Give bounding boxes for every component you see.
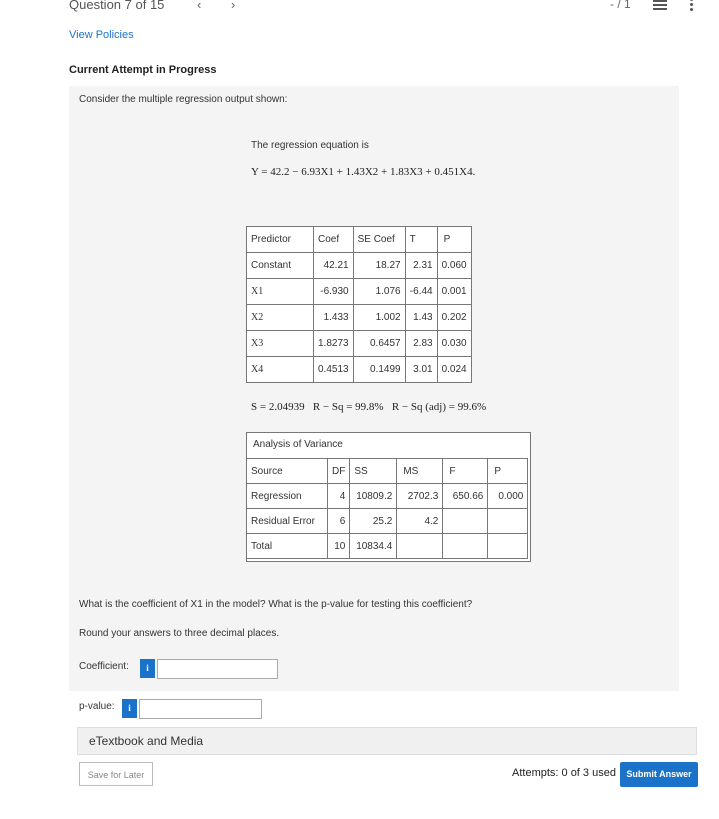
- table-row: [247, 534, 528, 559]
- predictor-cell: X3: [247, 331, 314, 357]
- coef-cell: 1.433: [314, 305, 354, 331]
- score-display: - / 1: [610, 0, 631, 11]
- predictor-cell: X1: [247, 279, 314, 305]
- p-cell: [488, 534, 528, 559]
- save-for-later-button[interactable]: Save for Later: [79, 762, 153, 786]
- info-icon[interactable]: i: [122, 699, 137, 718]
- header-cell: T: [405, 227, 437, 253]
- coef-cell: 0.4513: [314, 357, 354, 383]
- ss-cell: 25.2: [350, 509, 397, 534]
- header-cell: P: [488, 459, 528, 484]
- header-cell: P: [437, 227, 471, 253]
- f-cell: [443, 509, 488, 534]
- t-cell: 2.31: [405, 253, 437, 279]
- attempt-status: Current Attempt in Progress: [69, 64, 217, 76]
- info-icon[interactable]: i: [140, 659, 155, 678]
- previous-question-icon[interactable]: ‹: [197, 0, 202, 12]
- header-cell: MS: [397, 459, 443, 484]
- header-cell: F: [443, 459, 488, 484]
- t-cell: -6.44: [405, 279, 437, 305]
- fit-statistics: S = 2.04939 R − Sq = 99.8% R − Sq (adj) = 99.6%: [251, 401, 487, 413]
- problem-intro: Consider the multiple regression output shown:: [79, 94, 288, 105]
- ms-cell: 2702.3: [397, 484, 443, 509]
- coef-cell: -6.930: [314, 279, 354, 305]
- question-title: Question 7 of 15: [69, 0, 165, 12]
- p-cell: [488, 509, 528, 534]
- t-cell: 3.01: [405, 357, 437, 383]
- t-cell: 2.83: [405, 331, 437, 357]
- coefficient-input[interactable]: [157, 659, 278, 679]
- df-cell: 4: [328, 484, 350, 509]
- ms-cell: 4.2: [397, 509, 443, 534]
- table-row: [247, 331, 472, 357]
- coef-cell: 1.8273: [314, 331, 354, 357]
- rounding-note: Round your answers to three decimal places.: [79, 628, 280, 639]
- next-question-icon[interactable]: ›: [231, 0, 236, 12]
- header-cell: Source: [247, 459, 328, 484]
- df-cell: 6: [328, 509, 350, 534]
- p-cell: 0.030: [437, 331, 471, 357]
- df-cell: 10: [328, 534, 350, 559]
- source-cell: Total: [247, 534, 328, 559]
- predictor-cell: Constant: [247, 253, 314, 279]
- ss-cell: 10809.2: [350, 484, 397, 509]
- table-header-row: [247, 459, 528, 484]
- ms-cell: [397, 534, 443, 559]
- f-cell: 650.66: [443, 484, 488, 509]
- anova-table: [246, 458, 528, 559]
- predictor-cell: X4: [247, 357, 314, 383]
- header-cell: DF: [328, 459, 350, 484]
- ss-cell: 10834.4: [350, 534, 397, 559]
- attempts-counter: Attempts: 0 of 3 used: [512, 767, 616, 779]
- table-row: [247, 305, 472, 331]
- table-row: [247, 509, 528, 534]
- secoef-cell: 18.27: [353, 253, 405, 279]
- source-cell: Regression: [247, 484, 328, 509]
- list-icon[interactable]: [653, 0, 667, 12]
- f-cell: [443, 534, 488, 559]
- secoef-cell: 1.076: [353, 279, 405, 305]
- coefficient-table: [246, 226, 472, 383]
- more-vertical-icon[interactable]: [690, 0, 694, 12]
- view-policies-link[interactable]: View Policies: [69, 29, 134, 41]
- table-row: [247, 253, 472, 279]
- coef-cell: 42.21: [314, 253, 354, 279]
- anova-title: Analysis of Variance: [253, 439, 343, 450]
- regression-equation: Y = 42.2 − 6.93X1 + 1.43X2 + 1.83X3 + 0.451X4.: [251, 166, 476, 178]
- header-cell: Predictor: [247, 227, 314, 253]
- secoef-cell: 0.6457: [353, 331, 405, 357]
- header-cell: Coef: [314, 227, 354, 253]
- etextbook-media-toggle[interactable]: eTextbook and Media: [77, 727, 697, 755]
- question-text: What is the coefficient of X1 in the model? What is the p-value for testing this coefficient?: [79, 599, 473, 610]
- p-cell: 0.202: [437, 305, 471, 331]
- table-header-row: [247, 227, 472, 253]
- table-row: [247, 279, 472, 305]
- header-cell: SE Coef: [353, 227, 405, 253]
- submit-answer-button[interactable]: Submit Answer: [620, 762, 698, 787]
- table-row: [247, 357, 472, 383]
- regression-label: The regression equation is: [251, 140, 369, 151]
- p-cell: 0.000: [488, 484, 528, 509]
- pvalue-label: p-value:: [79, 701, 115, 712]
- source-cell: Residual Error: [247, 509, 328, 534]
- t-cell: 1.43: [405, 305, 437, 331]
- header-cell: SS: [350, 459, 397, 484]
- table-row: [247, 484, 528, 509]
- p-cell: 0.060: [437, 253, 471, 279]
- pvalue-input[interactable]: [139, 699, 262, 719]
- secoef-cell: 0.1499: [353, 357, 405, 383]
- predictor-cell: X2: [247, 305, 314, 331]
- coefficient-label: Coefficient:: [79, 661, 129, 672]
- p-cell: 0.024: [437, 357, 471, 383]
- p-cell: 0.001: [437, 279, 471, 305]
- secoef-cell: 1.002: [353, 305, 405, 331]
